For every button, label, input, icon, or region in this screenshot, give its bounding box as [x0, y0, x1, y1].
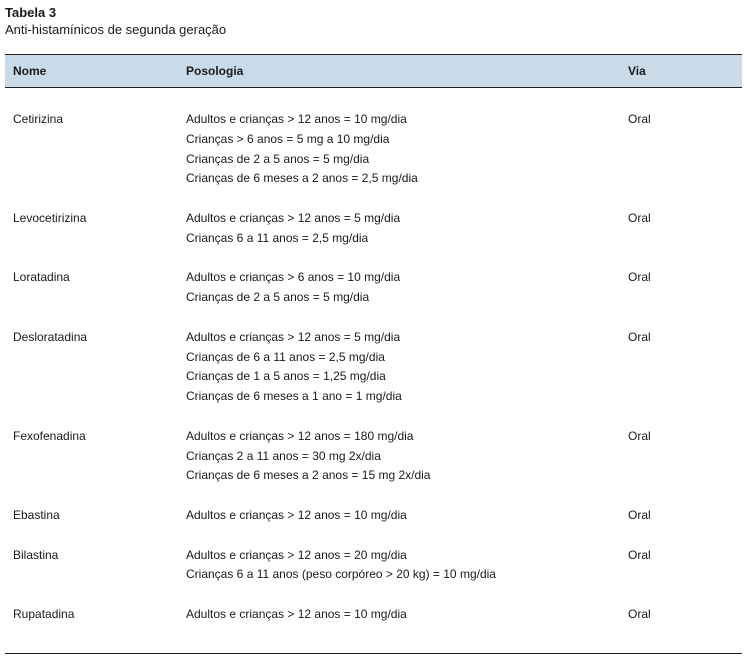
dosage-line: Crianças de 6 meses a 2 anos = 2,5 mg/dia [186, 171, 418, 186]
dosage-line: Crianças 6 a 11 anos = 2,5 mg/dia [186, 230, 369, 245]
table-row [5, 328, 742, 407]
dosage-list [186, 268, 616, 308]
dosage-list [186, 605, 616, 625]
dosage-list [186, 546, 616, 586]
dosage-list [186, 328, 616, 407]
table-header [5, 55, 742, 88]
drug-name: Rupatadina [13, 606, 75, 621]
table-row [5, 605, 742, 625]
table-row [5, 506, 742, 526]
route: Oral [628, 547, 651, 562]
dosage-line: Crianças > 6 anos = 5 mg a 10 mg/dia [186, 131, 390, 146]
drug-name: Desloratadina [13, 329, 88, 344]
antihistamine-table [5, 54, 742, 645]
header-nome: Nome [13, 64, 47, 78]
route: Oral [628, 507, 651, 522]
dosage-line: Crianças 6 a 11 anos (peso corpóreo > 20 kg) = 10 mg/dia [186, 567, 496, 582]
dosage-line: Adultos e crianças > 12 anos = 5 mg/dia [186, 329, 401, 344]
drug-name: Bilastina [13, 547, 59, 562]
route: Oral [628, 606, 651, 621]
route: Oral [628, 112, 651, 126]
dosage-line: Adultos e crianças > 12 anos = 180 mg/dia [186, 428, 414, 443]
dosage-line: Crianças de 1 a 5 anos = 1,25 mg/dia [186, 369, 386, 384]
dosage-list [186, 110, 616, 189]
header-via: Via [628, 64, 646, 78]
dosage-line: Crianças de 6 a 11 anos = 2,5 mg/dia [186, 349, 385, 364]
dosage-line: Crianças de 2 a 5 anos = 5 mg/dia [186, 151, 370, 166]
dosage-list [186, 506, 616, 526]
table-title: Tabela 3 [5, 5, 57, 20]
table-row [5, 110, 742, 189]
header-posologia: Posologia [186, 64, 244, 78]
dosage-line: Adultos e crianças > 12 anos = 10 mg/dia [186, 507, 407, 522]
table-row [5, 209, 742, 249]
dosage-line: Adultos e crianças > 12 anos = 10 mg/dia [186, 606, 407, 621]
dosage-list [186, 209, 616, 249]
drug-name: Levocetirizina [13, 210, 87, 225]
table-bottom-rule [5, 653, 742, 654]
table-row [5, 268, 742, 308]
route: Oral [628, 329, 651, 344]
table-body [5, 88, 742, 625]
drug-name: Loratadina [13, 270, 70, 285]
table-subtitle: Anti-histamínicos de segunda geração [5, 22, 227, 37]
dosage-line: Adultos e crianças > 12 anos = 5 mg/dia [186, 210, 401, 225]
drug-name: Ebastina [13, 507, 60, 522]
table-row [5, 546, 742, 586]
dosage-line: Crianças de 2 a 5 anos = 5 mg/dia [186, 290, 370, 305]
dosage-line: Adultos e crianças > 12 anos = 20 mg/dia [186, 547, 407, 562]
table-caption [5, 5, 226, 38]
dosage-line: Adultos e crianças > 12 anos = 10 mg/dia [186, 112, 407, 126]
route: Oral [628, 210, 651, 225]
drug-name: Cetirizina [13, 112, 64, 126]
drug-name: Fexofenadina [13, 428, 86, 443]
dosage-line: Crianças de 6 meses a 1 ano = 1 mg/dia [186, 389, 402, 404]
table-row [5, 427, 742, 486]
dosage-list [186, 427, 616, 486]
dosage-line: Crianças de 6 meses a 2 anos = 15 mg 2x/dia [186, 468, 431, 483]
route: Oral [628, 428, 651, 443]
dosage-line: Crianças 2 a 11 anos = 30 mg 2x/dia [186, 448, 381, 463]
route: Oral [628, 270, 651, 285]
dosage-line: Adultos e crianças > 6 anos = 10 mg/dia [186, 270, 401, 285]
